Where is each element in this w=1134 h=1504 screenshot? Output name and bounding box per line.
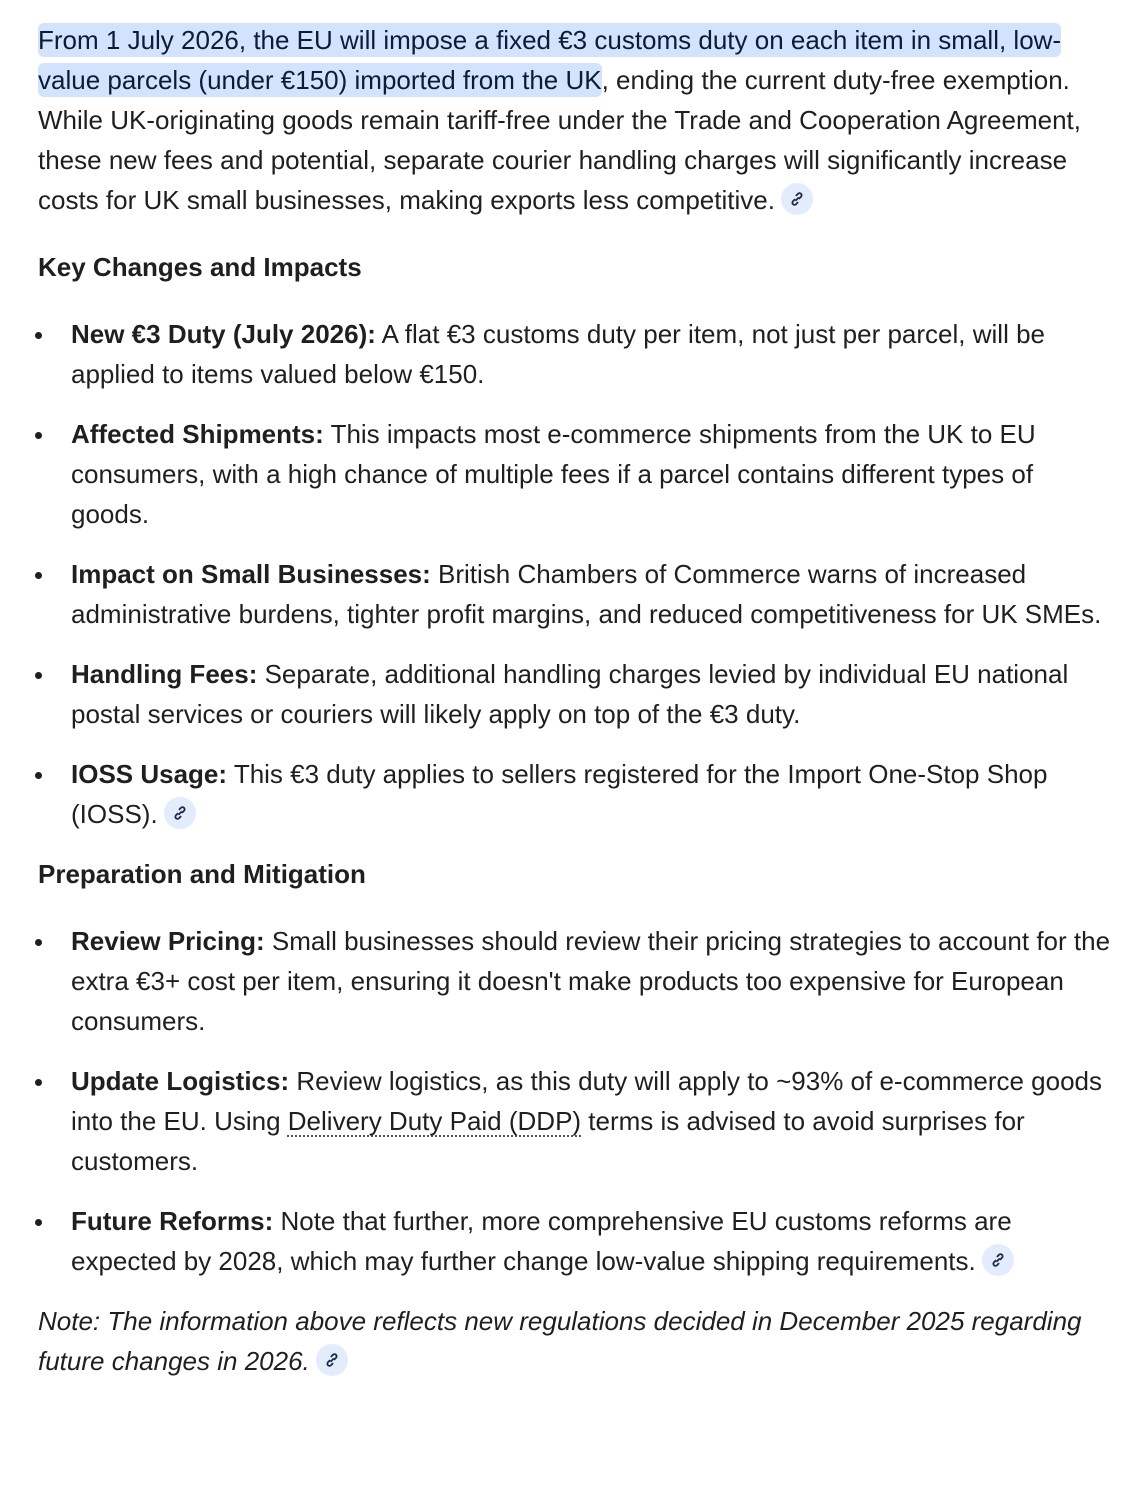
intro-paragraph bbox=[38, 20, 1118, 220]
key-changes-list bbox=[38, 314, 1118, 834]
list-item bbox=[38, 414, 1118, 534]
item-label: Update Logistics: bbox=[71, 1066, 290, 1096]
item-label: Impact on Small Businesses: bbox=[71, 559, 431, 589]
item-text: Separate, additional handling charges levied by individual EU national postal services or couriers will likely apply on top of the €3 duty. bbox=[71, 659, 1069, 729]
list-item bbox=[38, 921, 1118, 1041]
list-item bbox=[38, 554, 1118, 634]
item-label: New €3 Duty (July 2026): bbox=[71, 319, 376, 349]
item-label: Affected Shipments: bbox=[71, 419, 324, 449]
note-paragraph bbox=[38, 1301, 1118, 1381]
source-link-button[interactable] bbox=[982, 1244, 1014, 1276]
section-heading-preparation: Preparation and Mitigation bbox=[38, 859, 366, 889]
preparation-list bbox=[38, 921, 1118, 1281]
item-label: IOSS Usage: bbox=[71, 759, 228, 789]
item-text: Note that further, more comprehensive EU customs reforms are expected by 2028, which may further change low-value shipping requirements. bbox=[71, 1206, 1012, 1276]
source-link-button[interactable] bbox=[781, 183, 813, 215]
item-text: British Chambers of Commerce warns of increased administrative burdens, tighter profit margins, and reduced competitiveness for UK SMEs. bbox=[71, 559, 1102, 629]
note-text: Note: The information above reflects new regulations decided in December 2025 regarding future changes in 2026. bbox=[38, 1306, 1082, 1376]
item-text: This impacts most e-commerce shipments from the UK to EU consumers, with a high chance of multiple fees if a parcel contains different types of goods. bbox=[71, 419, 1036, 529]
list-item bbox=[38, 1061, 1118, 1181]
list-item bbox=[38, 654, 1118, 734]
item-label: Future Reforms: bbox=[71, 1206, 274, 1236]
list-item bbox=[38, 314, 1118, 394]
highlighted-text[interactable]: From 1 July 2026, the EU will impose a fixed €3 customs duty on each item in small, low-value parcels (under €150) imported from the UK bbox=[38, 25, 1062, 95]
section-heading-key-changes: Key Changes and Impacts bbox=[38, 252, 362, 282]
item-label: Review Pricing: bbox=[71, 926, 265, 956]
link-icon bbox=[172, 805, 188, 821]
intro-text: , ending the current duty-free exemption. While UK-originating goods remain tariff-free under the Trade and Cooperation Agreement, these new fees and potential, separate courier handling charges will significantly increase costs for UK small businesses, making exports less competitive. bbox=[38, 65, 1081, 215]
item-text: terms is advised to avoid surprises for customers. bbox=[71, 1106, 1025, 1176]
source-link-button[interactable] bbox=[316, 1344, 348, 1376]
ddp-term-tooltip[interactable]: Delivery Duty Paid (DDP) bbox=[287, 1106, 582, 1136]
source-link-button[interactable] bbox=[164, 797, 196, 829]
link-icon bbox=[324, 1352, 340, 1368]
list-item bbox=[38, 1201, 1118, 1281]
response-document bbox=[38, 20, 1118, 1381]
link-icon bbox=[990, 1252, 1006, 1268]
item-label: Handling Fees: bbox=[71, 659, 258, 689]
item-text: Small businesses should review their pricing strategies to account for the extra €3+ cost per item, ensuring it doesn't make products too expensive for European consumers. bbox=[71, 926, 1111, 1036]
list-item bbox=[38, 754, 1118, 834]
item-text: A flat €3 customs duty per item, not just per parcel, will be applied to items valued below €150. bbox=[71, 319, 1045, 389]
item-text: This €3 duty applies to sellers registered for the Import One-Stop Shop (IOSS). bbox=[71, 759, 1048, 829]
item-text: Review logistics, as this duty will apply to ~93% of e-commerce goods into the EU. Using bbox=[71, 1066, 1102, 1136]
link-icon bbox=[789, 191, 805, 207]
